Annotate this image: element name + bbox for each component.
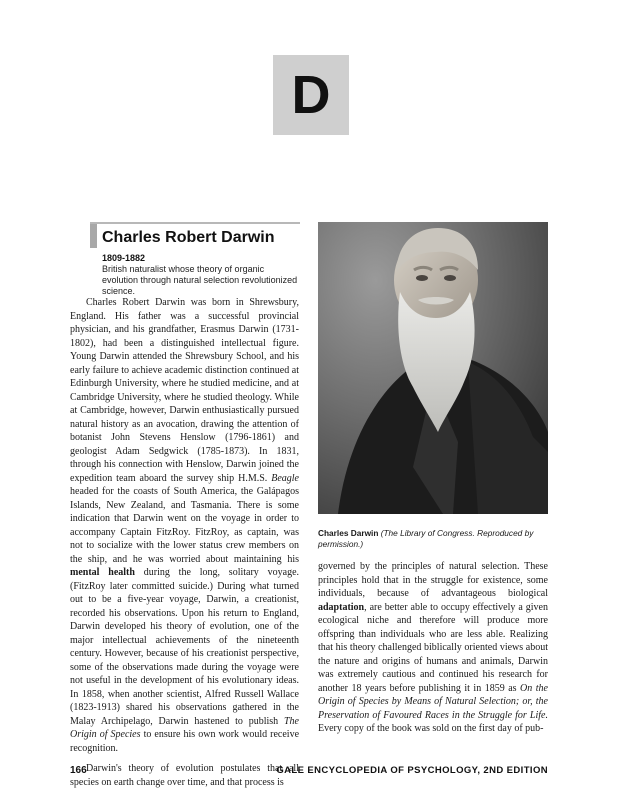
darwin-portrait-photo xyxy=(318,222,548,514)
entry-title: Charles Robert Darwin xyxy=(102,229,275,246)
portrait-illustration xyxy=(318,222,548,514)
book-title: The Origin of Species xyxy=(70,715,299,740)
ship-name: Beagle xyxy=(271,472,299,484)
body-paragraph: Darwin's theory of evolution postulates that all species on earth change over time, and that process is xyxy=(70,763,299,788)
body-text: Charles Robert Darwin was born in Shrewsbury, England. His father was a successful provincial physician, and his grandfather, Erasmus Darwin (1731-1802), had been a distinguished intellectual figure. Young Darwin attended the Shrewsbury School, and his early failure to achieve academic distinction continued at Edinburgh University, where he studied medicine, and at Cambridge University, where he studied theology. While at Cambridge, however, Darwin enthusiastically pursued natural history as an avocation, drawing the attention of botanist John Stevens Henslow (1796-1861) and geologist Adam Sedgwick (1785-1873). In 1831, through his connection with Henslow, Darwin joined the expedition team aboard the survey ship H.M.S. xyxy=(70,297,299,484)
caption-credit: (The Library of Congress. Reproduced by permission.) xyxy=(318,528,534,549)
body-text: governed by the principles of natural selection. These principles hold that in the struggle for existence, some individuals, because of advantageous biological xyxy=(318,561,548,599)
body-column-right xyxy=(318,560,548,736)
body-text: Every copy of the book was sold on the first day of pub- xyxy=(318,723,544,734)
section-letter-block xyxy=(273,55,349,135)
book-title: On the Origin of Species by Means of Natural Selection; or, the Preservation of Favoured Races in the Struggle for Life. xyxy=(318,682,548,721)
caption-name: Charles Darwin xyxy=(318,528,379,538)
body-text: headed for the coasts of South America, the Galápagos Islands, New Zealand, and Tasmania. There is some indication that Darwin went on the voyage in order to accompany Captain FitzRoy. FitzRoy, as captain, was not to socialize with the lower status crew members on the ship, and he was worried about maintaining his xyxy=(70,486,299,565)
entry-header xyxy=(90,222,300,296)
header-rule xyxy=(90,222,300,224)
entry-dates: 1809-1882 xyxy=(102,253,146,263)
body-text: , are better able to occupy effectively a given ecological niche and therefore will produce more offspring than individuals who are less able. Realizing that his theory challenged biblically oriented views about the nature and origins of humans and animals, Darwin was extremely cautious and continued his research for another 18 years before publishing it in 1859 as xyxy=(318,601,548,694)
body-text: during the long, solitary voyage. (FitzRoy later committed suicide.) During what turned out to be a five-year voyage, Darwin, a creationist, recorded his observations. Upon his return to England, Darwin developed his theory of evolution, one of the major intellectual achievements of the nineteenth century. However, because of his creationist perspective, some of the observations made during the voyage were not useful in the development of his evolutionary ideas. In 1858, when another scientist, Alfred Russell Wallace (1823-1913) shared his observations gathered in the Malay Archipelago, Darwin hastened to publish xyxy=(70,567,300,727)
body-paragraph xyxy=(318,560,548,736)
body-text: to ensure his own work would receive recognition. xyxy=(70,729,300,754)
page-number: 166 xyxy=(70,765,87,776)
section-letter: D xyxy=(291,65,331,125)
publication-title: GALE ENCYCLOPEDIA OF PSYCHOLOGY, 2ND EDITION xyxy=(276,765,548,776)
glossary-term: adaptation xyxy=(318,601,365,613)
body-paragraph xyxy=(70,296,299,755)
body-column-left xyxy=(70,296,299,789)
entry-description: British naturalist whose theory of organic evolution through natural selection revolutionized science. xyxy=(102,264,298,296)
glossary-term: mental health xyxy=(70,567,135,578)
photo-caption xyxy=(318,528,548,550)
header-accent-bar xyxy=(90,224,97,248)
